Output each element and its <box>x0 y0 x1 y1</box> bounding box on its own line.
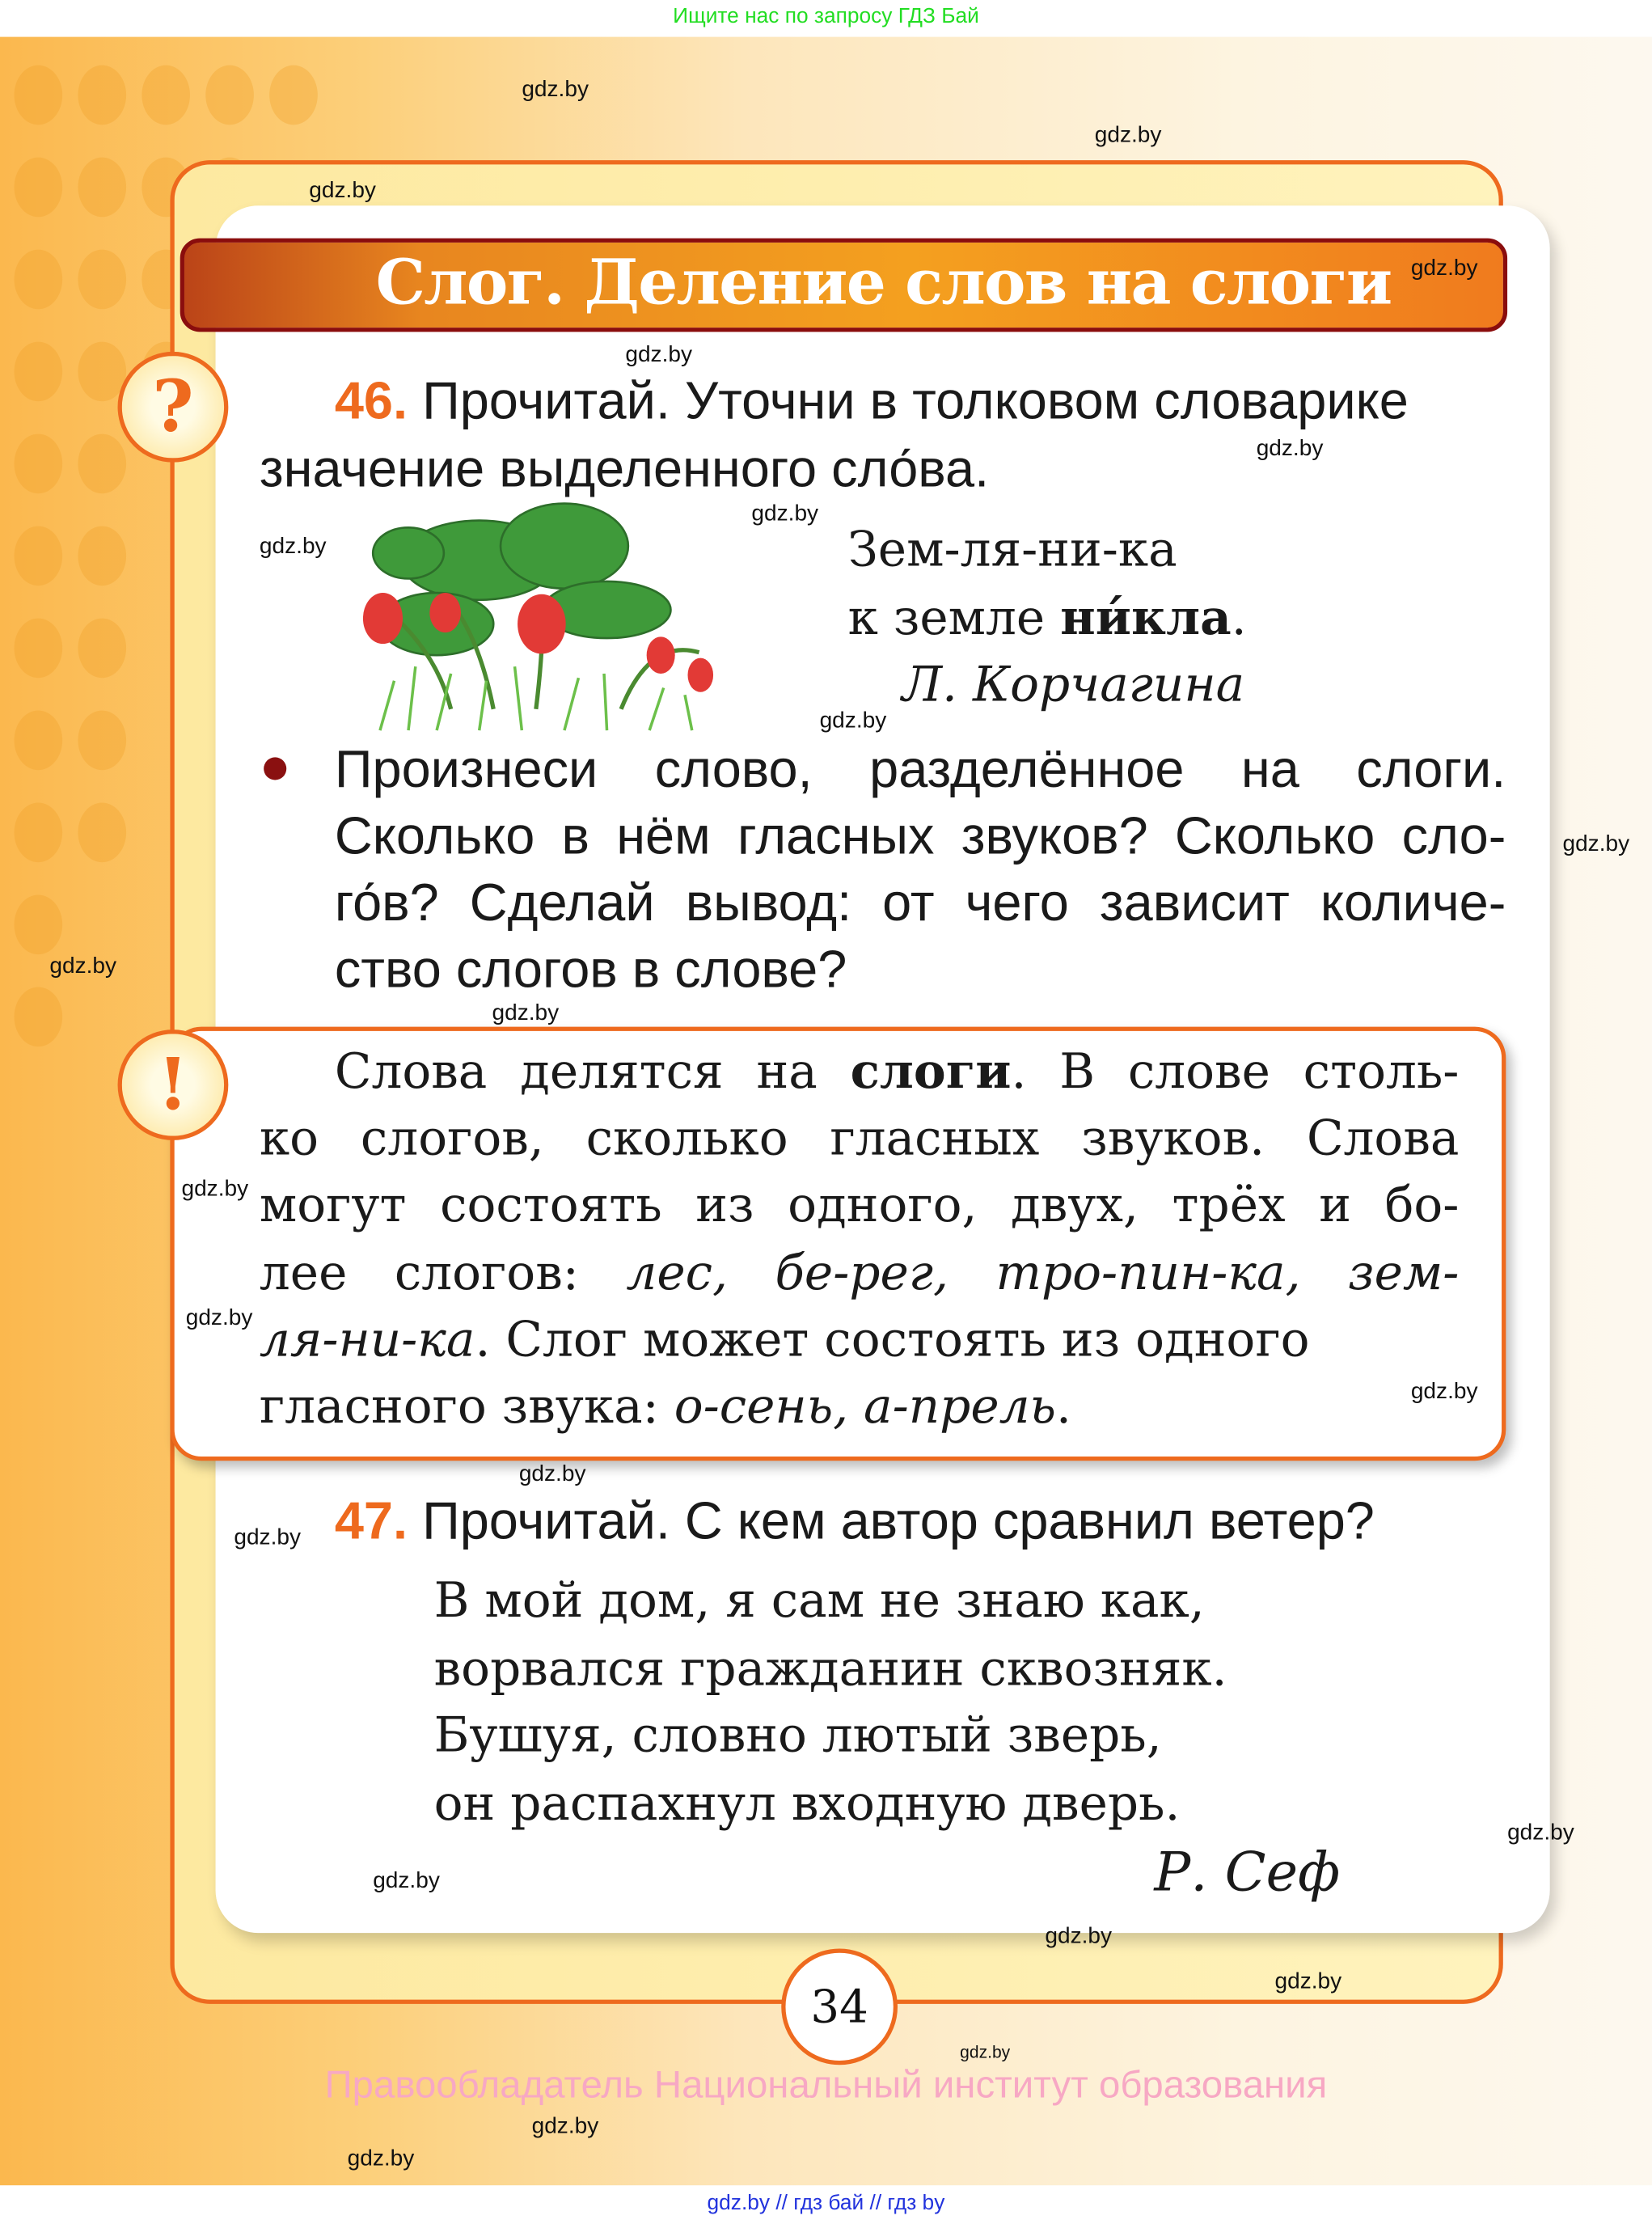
watermark: gdz.by <box>492 1001 560 1025</box>
poem-text: к земле <box>847 590 1061 647</box>
poem-text: . <box>1231 590 1247 647</box>
watermark: gdz.by <box>347 2146 415 2171</box>
task-line: Сколько в нём гласных звуков? Сколько сло- <box>334 806 1506 865</box>
rule-text: . Слог может состоять из одного <box>475 1312 1310 1369</box>
watermark: gdz.by <box>1274 1969 1342 1994</box>
strawberry-illustration <box>352 497 720 735</box>
watermark: gdz.by <box>1256 437 1324 461</box>
exclamation-icon: ! <box>118 1030 229 1140</box>
watermark: gdz.by <box>185 1306 253 1330</box>
watermark: gdz.by <box>373 1869 440 1894</box>
watermark: gdz.by <box>1410 256 1478 281</box>
rule-example: лес, бе-рег, тро-пин-ка, зем- <box>626 1245 1460 1302</box>
copyright-notice: Правообладатель Национальный институт образования <box>324 2063 1328 2107</box>
watermark: gdz.by <box>234 1525 302 1550</box>
rule-text: лее слогов: <box>259 1245 627 1302</box>
instruction: Прочитай. Уточни в толковом словарике <box>422 371 1409 430</box>
rule-line-4 <box>260 1245 1460 1302</box>
question-icon: ? <box>118 352 229 463</box>
task-line: Произнеси слово, разделённое на слоги. <box>334 740 1506 799</box>
rule-example: ля-ни-ка <box>259 1312 475 1369</box>
watermark: gdz.by <box>1507 1820 1574 1846</box>
poem-line-1: Зем-ля-ни-ка <box>847 522 1177 579</box>
watermark: gdz.by <box>1410 1380 1478 1405</box>
watermark: gdz.by <box>819 708 887 734</box>
task-line: го́в? Сделай вывод: от чего зависит количе- <box>334 873 1506 932</box>
watermark: gdz.by <box>1094 123 1162 148</box>
highlighted-word: ни́кла <box>1060 590 1232 647</box>
poem-line: В мой дом, я сам не знаю как, <box>433 1572 1205 1630</box>
top-banner[interactable]: Ищите нас по запросу ГДЗ Бай <box>0 0 1652 37</box>
watermark: gdz.by <box>522 78 589 103</box>
rule-line-3: могут состоять из одного, двух, трёх и бо- <box>259 1177 1460 1234</box>
bottom-links[interactable]: gdz.by // гдз бай // гдз by <box>0 2185 1652 2223</box>
page-number: 34 <box>781 1948 898 2065</box>
rule-text: . <box>1056 1378 1071 1435</box>
rule-text: гласного звука: <box>259 1378 674 1435</box>
rule-term: слоги <box>850 1043 1012 1101</box>
exercise-47-line1 <box>335 1492 1375 1552</box>
exercise-number: 47. <box>334 1491 408 1550</box>
poem-line-2 <box>848 590 1247 646</box>
watermark: gdz.by <box>181 1177 249 1202</box>
watermark: gdz.by <box>1562 832 1630 857</box>
rule-line-2: ко слогов, сколько гласных звуков. Слова <box>259 1110 1460 1168</box>
instruction: Прочитай. С кем автор сравнил ветер? <box>422 1491 1375 1550</box>
rule-line-1 <box>335 1044 1460 1101</box>
watermark: gdz.by <box>625 343 693 368</box>
page-title: Слог. Деление слов на слоги <box>375 247 1392 319</box>
watermark: gdz.by <box>49 954 117 979</box>
poem-author: Р. Сеф <box>1154 1841 1341 1904</box>
rule-example: о-сень, а-прель <box>674 1378 1057 1435</box>
bullet-icon <box>264 757 286 780</box>
task-line: ство слогов в слове? <box>334 940 847 999</box>
rule-line-5 <box>260 1312 1310 1368</box>
poem-line: ворвался гражданин сквозняк. <box>433 1640 1227 1698</box>
watermark: gdz.by <box>518 1461 586 1486</box>
watermark: gdz.by <box>960 2042 1011 2062</box>
watermark: gdz.by <box>259 535 327 559</box>
rule-text: Слова делятся на <box>334 1043 851 1101</box>
poem-line: он распахнул входную дверь. <box>433 1775 1181 1833</box>
exercise-number: 46. <box>334 371 408 430</box>
exercise-46-line1 <box>335 371 1409 431</box>
rule-line-6 <box>260 1378 1071 1435</box>
watermark: gdz.by <box>531 2114 599 2139</box>
exercise-46-line2: значение выделенного сло́ва. <box>259 439 990 498</box>
watermark: gdz.by <box>1045 1924 1113 1949</box>
rule-text: . В слове столь- <box>1011 1043 1460 1101</box>
watermark: gdz.by <box>751 501 819 526</box>
watermark: gdz.by <box>309 178 376 203</box>
poem-author: Л. Корчагина <box>902 656 1245 714</box>
poem-line: Бушуя, словно лютый зверь, <box>433 1707 1162 1765</box>
